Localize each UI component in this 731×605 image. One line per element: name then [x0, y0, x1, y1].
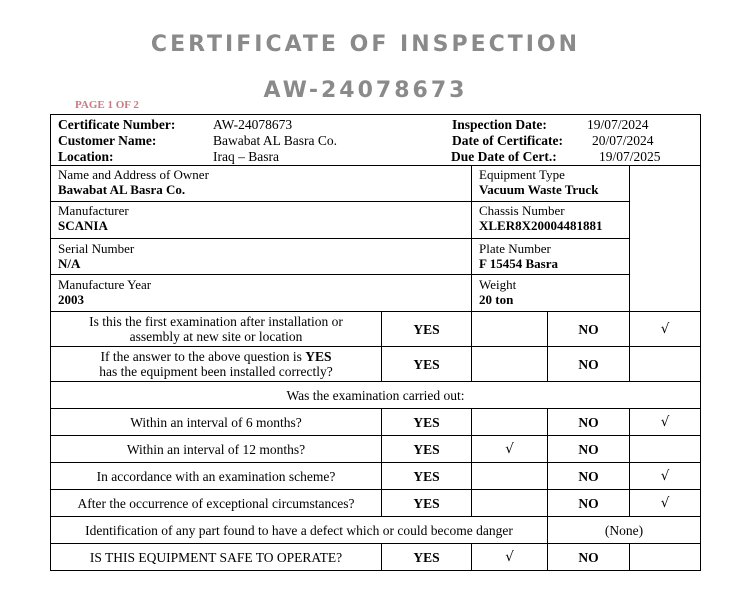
- due-date: 19/07/2025: [599, 149, 661, 164]
- chassis-label: Chassis Number: [479, 203, 565, 218]
- due-date-label: Due Date of Cert.:: [451, 149, 557, 164]
- detail-row-owner: [51, 166, 701, 202]
- detail-row-manufacturer: [51, 202, 701, 239]
- q2-no-label: NO: [548, 347, 630, 382]
- safe-label: IS THIS EQUIPMENT SAFE TO OPERATE?: [51, 544, 382, 571]
- scheme-yes-label: YES: [382, 463, 472, 490]
- q1-yes-label: YES: [382, 312, 472, 347]
- owner-value: Bawabat AL Basra Co.: [58, 182, 186, 197]
- q2-line1-text: If the answer to the above question is: [100, 349, 306, 364]
- carried-out-label: Was the examination carried out:: [51, 382, 701, 409]
- safe-yes-check-mark: √: [472, 544, 548, 571]
- defect-label: Identification of any part found to have a defect which or could become danger: [51, 517, 548, 544]
- year-value: 2003: [58, 292, 84, 307]
- q1-line1: Is this the first examination after installation or: [89, 314, 343, 329]
- question-installed-correctly: [51, 347, 701, 382]
- q2-yes-box: [472, 347, 548, 382]
- manufacturer-label: Manufacturer: [58, 203, 129, 218]
- q1-line2: assembly at new site or location: [129, 329, 303, 344]
- safe-yes-label: YES: [382, 544, 472, 571]
- interval-12-yes-check-mark: √: [472, 436, 548, 463]
- chassis-value: XLER8X20004481881: [479, 218, 603, 233]
- q1-no-label: NO: [548, 312, 630, 347]
- interval-6-no-label: NO: [548, 409, 630, 436]
- inspection-table: [50, 114, 701, 571]
- question-interval-6: [51, 409, 701, 436]
- exceptional-label: After the occurrence of exceptional circumstances?: [51, 490, 382, 517]
- scheme-label: In accordance with an examination scheme?: [51, 463, 382, 490]
- equipment-type-label: Equipment Type: [479, 167, 565, 182]
- scheme-no-check-mark: √: [630, 463, 701, 490]
- question-interval-12: [51, 436, 701, 463]
- plate-value: F 15454 Basra: [479, 256, 558, 271]
- detail-row-serial: [51, 239, 701, 275]
- safe-to-operate-row: [51, 544, 701, 571]
- date-of-certificate: 20/07/2024: [592, 133, 654, 148]
- q2-no-box: [630, 347, 701, 382]
- page-label: PAGE 1 OF 2: [75, 99, 139, 111]
- q1-no-check-mark: √: [630, 312, 701, 347]
- blank-panel: [630, 166, 701, 312]
- q1-yes-box: [472, 312, 548, 347]
- carried-out-row: [51, 382, 701, 409]
- interval-12-yes-label: YES: [382, 436, 472, 463]
- certificate-number-label: Certificate Number:: [58, 117, 176, 132]
- certificate-number-title: AW-24078673: [263, 78, 468, 103]
- owner-label: Name and Address of Owner: [58, 167, 209, 182]
- defect-value: (None): [548, 517, 701, 544]
- interval-6-yes-label: YES: [382, 409, 472, 436]
- interval-12-no-label: NO: [548, 436, 630, 463]
- safe-no-box: [630, 544, 701, 571]
- defect-row: [51, 517, 701, 544]
- exceptional-no-check-mark: √: [630, 490, 701, 517]
- interval-6-label: Within an interval of 6 months?: [51, 409, 382, 436]
- question-exceptional: [51, 490, 701, 517]
- location-label: Location:: [58, 149, 114, 164]
- header-block: [51, 115, 701, 166]
- interval-6-no-check-mark: √: [630, 409, 701, 436]
- weight-label: Weight: [479, 277, 517, 292]
- scheme-yes-box: [472, 463, 548, 490]
- detail-row-year: [51, 275, 701, 312]
- certificate-number: AW-24078673: [213, 117, 293, 132]
- serial-value: N/A: [58, 256, 81, 271]
- exceptional-no-label: NO: [548, 490, 630, 517]
- interval-12-no-box: [630, 436, 701, 463]
- exceptional-yes-box: [472, 490, 548, 517]
- interval-12-label: Within an interval of 12 months?: [51, 436, 382, 463]
- interval-6-yes-box: [472, 409, 548, 436]
- manufacturer-value: SCANIA: [58, 218, 108, 233]
- q2-yes-label: YES: [382, 347, 472, 382]
- safe-no-label: NO: [548, 544, 630, 571]
- question-first-examination: [51, 312, 701, 347]
- equipment-type-value: Vacuum Waste Truck: [479, 182, 599, 197]
- q2-line2: has the equipment been installed correctly?: [99, 364, 333, 379]
- q2-line1-yes: YES: [305, 349, 332, 364]
- plate-label: Plate Number: [479, 241, 551, 256]
- serial-label: Serial Number: [58, 241, 135, 256]
- year-label: Manufacture Year: [58, 277, 152, 292]
- date-of-certificate-label: Date of Certificate:: [452, 133, 563, 148]
- inspection-date: 19/07/2024: [587, 117, 649, 132]
- customer-name-label: Customer Name:: [58, 133, 157, 148]
- exceptional-yes-label: YES: [382, 490, 472, 517]
- certificate-title: CERTIFICATE OF INSPECTION: [150, 32, 581, 57]
- inspection-date-label: Inspection Date:: [452, 117, 547, 132]
- customer-name: Bawabat AL Basra Co.: [213, 133, 337, 148]
- weight-value: 20 ton: [479, 292, 514, 307]
- location: Iraq – Basra: [213, 149, 279, 164]
- question-scheme: [51, 463, 701, 490]
- scheme-no-label: NO: [548, 463, 630, 490]
